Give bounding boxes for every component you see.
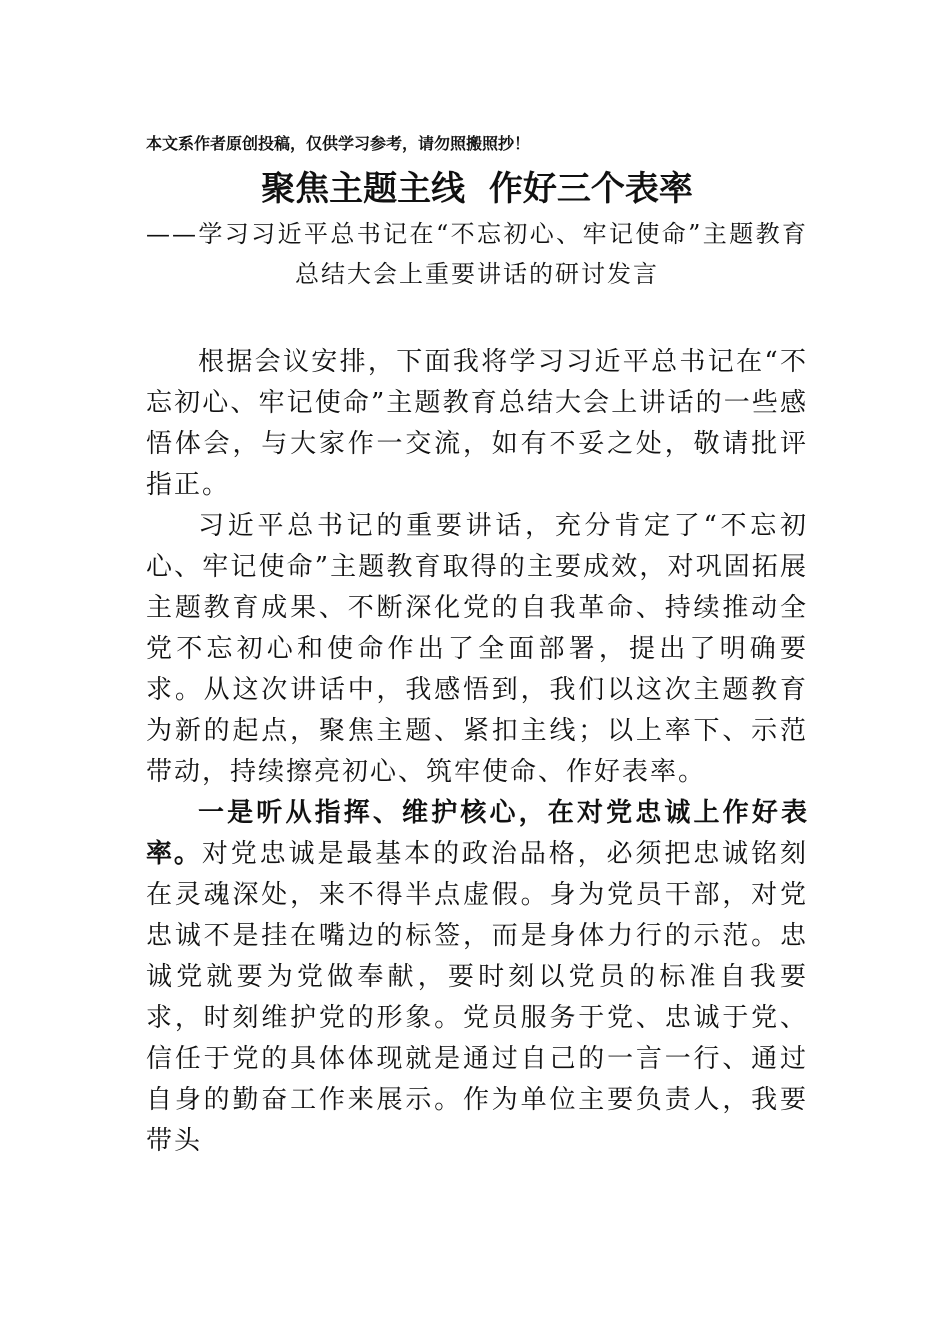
paragraph-text: 根据会议安排，下面我将学习习近平总书记在“不忘初心、牢记使命”主题教育总结大会上讲话的一些感悟体会，与大家作一交流，如有不妥之处，敬请批评指正。 (146, 347, 808, 500)
paragraph-point-one (146, 793, 808, 1162)
document-subtitle: ——学习习近平总书记在“不忘初心、牢记使命”主题教育总结大会上重要讲话的研讨发言 (146, 220, 808, 288)
paragraph-lead: 一是听从指挥、维护核心，在对党忠诚上作好表率。 (146, 798, 808, 869)
copyright-notice: 本文系作者原创投稿，仅供学习参考，请勿照搬照抄！ (146, 134, 531, 153)
document-body (146, 342, 808, 1162)
document-page (146, 130, 808, 1162)
document-title: 聚焦主题主线 作好三个表率 (261, 169, 693, 209)
paragraph-intro (146, 342, 808, 506)
paragraph-text: 习近平总书记的重要讲话，充分肯定了“不忘初心、牢记使命”主题教育取得的主要成效，对巩固拓展主题教育成果、不断深化党的自我革命、持续推动全党不忘初心和使命作出了全面部署，提出了明确要求。从这次讲话中，我感悟到，我们以这次主题教育为新的起点，聚焦主题、紧扣主线；以上率下、示范带动，持续擦亮初心、筑牢使命、作好表率。 (146, 511, 808, 787)
paragraph-overview (146, 506, 808, 793)
paragraph-text: 对党忠诚是最基本的政治品格，必须把忠诚铭刻在灵魂深处，来不得半点虚假。身为党员干部，对党忠诚不是挂在嘴边的标签，而是身体力行的示范。忠诚党就要为党做奉献，要时刻以党员的标准自我要求，时刻维护党的形象。党员服务于党、忠诚于党、信任于党的具体体现就是通过自己的一言一行、通过自身的勤奋工作来展示。作为单位主要负责人，我要带头 (146, 839, 808, 1156)
